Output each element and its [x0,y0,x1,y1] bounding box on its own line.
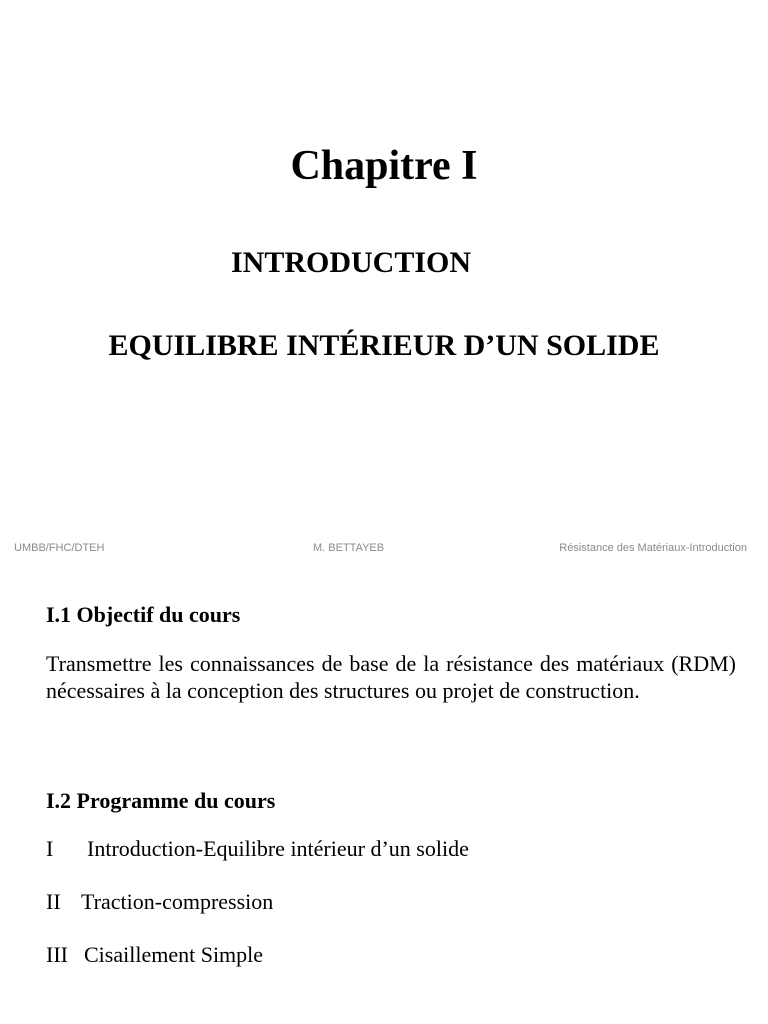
list-item [46,834,736,864]
list-item-label: Introduction-Equilibre intérieur d’un solide [87,836,469,861]
footer-author: M. BETTAYEB [313,542,385,554]
list-item [46,887,736,917]
chapter-title: Chapitre I [290,143,478,189]
list-item-number: II [46,889,61,914]
section-heading-programme: I.2 Programme du cours [46,788,276,813]
section-heading-objectif: I.1 Objectif du cours [46,602,241,627]
subtitle-equilibre: EQUILIBRE INTÉRIEUR D’UN SOLIDE [108,329,660,362]
list-item-number: III [46,942,68,967]
footer-course-title: Résistance des Matériaux-Introduction [559,542,747,554]
page-content [46,600,736,970]
list-item [46,940,736,970]
list-item-label: Traction-compression [81,889,274,914]
objectif-paragraph: Transmettre les connaissances de base de la résistance des matériaux (RDM) nécessaires à la conception des structures ou projet de construction. [46,651,736,703]
program-list [46,834,736,970]
list-item-number: I [46,836,54,861]
subtitle-introduction: INTRODUCTION [231,246,472,279]
footer-institution: UMBB/FHC/DTEH [14,542,105,554]
list-item-label: Cisaillement Simple [84,942,264,967]
